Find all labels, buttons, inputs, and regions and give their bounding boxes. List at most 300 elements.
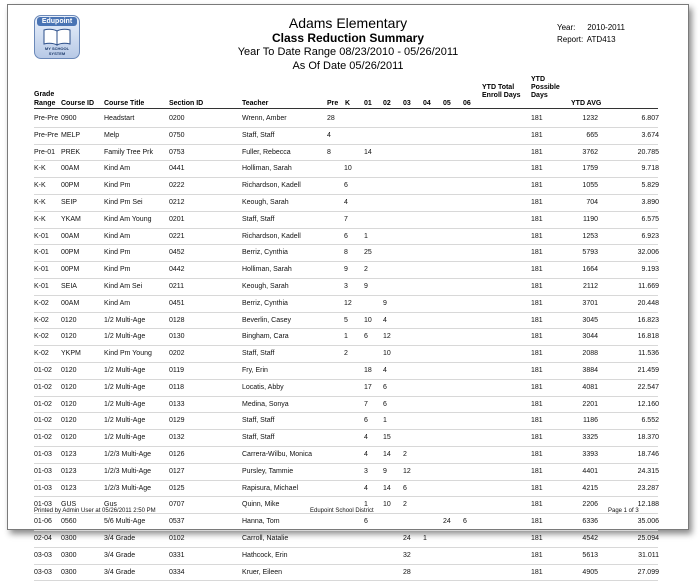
cell-section: 0441 [169, 165, 185, 173]
cell-enroll: 1055 [582, 182, 598, 190]
cell-g03: 2 [403, 450, 407, 458]
cell-teacher: Hanna, Tom [242, 518, 280, 526]
cell-possible: 181 [531, 148, 543, 156]
table-row [34, 430, 658, 447]
cell-title: 1/2/3 Multi-Age [104, 450, 152, 458]
cell-teacher: Locatis, Abby [242, 383, 284, 391]
cell-avg: 21.459 [637, 366, 659, 374]
cell-enroll: 4542 [582, 534, 598, 542]
cell-course: 0300 [61, 534, 77, 542]
cell-enroll: 1186 [582, 417, 598, 425]
cell-avg: 25.094 [637, 534, 659, 542]
cell-section: 0129 [169, 417, 185, 425]
cell-title: Kind Am [104, 232, 131, 240]
cell-avg: 16.823 [637, 316, 659, 324]
cell-k: 9 [344, 266, 348, 274]
cell-title: Kind Pm Sei [104, 198, 143, 206]
cell-g01: 14 [364, 148, 372, 156]
cell-teacher: Carrera-Wilbu, Monica [242, 450, 313, 458]
col-section-id: Section ID [169, 100, 204, 107]
cell-course: 00PM [61, 266, 80, 274]
cell-k: 6 [344, 182, 348, 190]
table-row [34, 464, 658, 481]
cell-teacher: Beverlin, Casey [242, 316, 292, 324]
cell-avg: 6.552 [641, 417, 659, 425]
cell-teacher: Bingham, Cara [242, 333, 289, 341]
cell-possible: 181 [531, 501, 543, 509]
cell-g03: 2 [403, 501, 407, 509]
cell-range: 03-03 [34, 551, 52, 559]
cell-enroll: 3325 [582, 434, 598, 442]
cell-avg: 18.746 [637, 450, 659, 458]
cell-g03: 24 [403, 534, 411, 542]
cell-g02: 15 [383, 434, 391, 442]
cell-range: K-K [34, 182, 46, 190]
cell-title: 5/6 Multi-Age [104, 518, 146, 526]
cell-avg: 20.785 [637, 148, 659, 156]
cell-title: 1/2 Multi-Age [104, 400, 146, 408]
cell-teacher: Staff, Staff [242, 131, 275, 139]
cell-g02: 6 [383, 383, 387, 391]
cell-possible: 181 [531, 232, 543, 240]
cell-possible: 181 [531, 299, 543, 307]
cell-g03: 32 [403, 551, 411, 559]
cell-enroll: 5613 [582, 551, 598, 559]
cell-avg: 12.188 [637, 501, 659, 509]
cell-g01: 18 [364, 366, 372, 374]
cell-enroll: 2112 [582, 282, 598, 290]
year-value: 2010-2011 [587, 23, 625, 32]
cell-range: Pre-Pre [34, 115, 59, 122]
cell-avg: 9.193 [641, 266, 659, 274]
cell-teacher: Pursley, Tammie [242, 467, 294, 475]
table-row [34, 229, 658, 246]
cell-k: 6 [344, 232, 348, 240]
cell-possible: 181 [531, 366, 543, 374]
cell-g01: 1 [364, 501, 368, 509]
logo-tagline: MY SCHOOL SYSTEM [44, 46, 70, 56]
cell-section: 0202 [169, 350, 185, 358]
cell-range: K-K [34, 198, 46, 206]
cell-g02: 4 [383, 316, 387, 324]
cell-g01: 6 [364, 518, 368, 526]
cell-avg: 5.829 [641, 182, 659, 190]
col-ytd-avg: YTD AVG [571, 100, 602, 107]
cell-title: Kind Am [104, 165, 131, 173]
cell-g01: 17 [364, 383, 372, 391]
cell-possible: 181 [531, 266, 543, 274]
cell-teacher: Staff, Staff [242, 434, 275, 442]
cell-enroll: 704 [586, 198, 598, 206]
cell-range: K-01 [34, 249, 49, 257]
table-row [34, 447, 658, 464]
cell-course: GUS [61, 501, 77, 509]
footer-page-number: Page 1 of 3 [608, 508, 639, 514]
cell-avg: 3.674 [641, 131, 659, 139]
cell-course: YKPM [61, 350, 81, 358]
table-row [34, 296, 658, 313]
cell-avg: 24.315 [637, 467, 659, 475]
cell-title: 3/4 Grade [104, 551, 136, 559]
cell-title: Family Tree Prk [104, 148, 154, 156]
cell-enroll: 4905 [582, 568, 598, 576]
cell-avg: 35.006 [637, 518, 659, 526]
cell-section: 0212 [169, 198, 185, 206]
table-row [34, 380, 658, 397]
cell-range: K-01 [34, 232, 49, 240]
cell-enroll: 1190 [582, 215, 598, 223]
col-grade-02: 02 [383, 100, 391, 107]
cell-teacher: Holliman, Sarah [242, 266, 292, 274]
year-label: Year: [557, 23, 576, 32]
cell-range: 02-04 [34, 534, 52, 542]
table-row [34, 145, 658, 162]
col-grade-06: 06 [463, 100, 471, 107]
cell-k: 3 [344, 282, 348, 290]
cell-enroll: 4401 [582, 467, 598, 475]
cell-range: 03-03 [34, 568, 52, 576]
cell-enroll: 3044 [582, 333, 598, 341]
cell-section: 0750 [169, 131, 185, 139]
cell-section: 0753 [169, 148, 185, 156]
col-ytd-possible-line3: Days [531, 92, 548, 99]
cell-range: K-K [34, 215, 46, 223]
col-ytd-possible-line2: Possible [531, 84, 560, 91]
cell-range: 01-03 [34, 467, 52, 475]
cell-g03: 28 [403, 568, 411, 576]
cell-avg: 16.818 [637, 333, 659, 341]
cell-title: Kind Pm Young [104, 350, 152, 358]
cell-title: Kind Pm [104, 266, 131, 274]
cell-course: 00AM [61, 165, 80, 173]
cell-g02: 10 [383, 501, 391, 509]
cell-title: 3/4 Grade [104, 534, 136, 542]
cell-title: 1/2 Multi-Age [104, 366, 146, 374]
cell-enroll: 3393 [582, 450, 598, 458]
cell-title: Headstart [104, 115, 135, 122]
cell-section: 0132 [169, 434, 185, 442]
cell-course: 00PM [61, 182, 80, 190]
cell-section: 0133 [169, 400, 185, 408]
cell-range: 01-02 [34, 417, 52, 425]
cell-g02: 9 [383, 299, 387, 307]
cell-enroll: 2088 [582, 350, 598, 358]
cell-possible: 181 [531, 165, 543, 173]
cell-avg: 11.669 [638, 282, 659, 290]
cell-g01: 6 [364, 333, 368, 341]
cell-course: 00AM [61, 299, 80, 307]
cell-enroll: 2206 [582, 501, 598, 509]
cell-enroll: 1664 [582, 266, 598, 274]
cell-avg: 6.923 [641, 232, 659, 240]
cell-range: 01-02 [34, 366, 52, 374]
table-row [34, 262, 658, 279]
cell-g01: 4 [364, 484, 368, 492]
cell-possible: 181 [531, 383, 543, 391]
cell-teacher: Richardson, Kadell [242, 232, 301, 240]
cell-teacher: Fry, Erin [242, 366, 268, 374]
cell-section: 0130 [169, 333, 185, 341]
cell-g01: 4 [364, 450, 368, 458]
cell-possible: 181 [531, 182, 543, 190]
col-course-id: Course ID [61, 100, 95, 107]
cell-pre: 8 [327, 148, 331, 156]
footer-district: Edupoint School District [310, 508, 374, 514]
cell-g02: 1 [383, 417, 387, 425]
cell-course: 0120 [61, 366, 77, 374]
report-page [7, 4, 689, 576]
cell-avg: 3.890 [641, 198, 659, 206]
cell-possible: 181 [531, 333, 543, 341]
cell-section: 0452 [169, 249, 185, 257]
cell-avg: 32.006 [637, 249, 659, 257]
cell-g03: 6 [403, 484, 407, 492]
cell-title: 1/2 Multi-Age [104, 434, 146, 442]
table-row [34, 531, 658, 548]
cell-range: K-01 [34, 282, 49, 290]
cell-possible: 181 [531, 467, 543, 475]
cell-course: SEIA [61, 282, 77, 290]
cell-possible: 181 [531, 316, 543, 324]
table-row [34, 161, 658, 178]
cell-possible: 181 [531, 534, 543, 542]
table-row [34, 313, 658, 330]
cell-possible: 181 [531, 434, 543, 442]
cell-possible: 181 [531, 215, 543, 223]
cell-teacher: Staff, Staff [242, 417, 275, 425]
cell-k: 10 [344, 165, 352, 173]
cell-k: 4 [344, 198, 348, 206]
report-value: ATD413 [586, 35, 616, 44]
cell-course: 0900 [61, 115, 77, 122]
col-grade-01: 01 [364, 100, 372, 107]
footer-printed-by: Printed by Admin User at 05/26/2011 2:50 PM [34, 508, 156, 514]
cell-teacher: Quinn, Mike [242, 501, 280, 509]
cell-range: 01-06 [34, 518, 52, 526]
school-name: Adams Elementary [288, 15, 408, 31]
cell-range: Pre-Pre [34, 131, 59, 139]
cell-teacher: Berriz, Cynthia [242, 299, 288, 307]
table-row [34, 514, 658, 531]
cell-title: 1/2 Multi-Age [104, 333, 146, 341]
cell-pre: 4 [327, 131, 331, 139]
cell-avg: 31.011 [638, 551, 659, 559]
cell-section: 0127 [169, 467, 185, 475]
header-divider [34, 108, 658, 109]
col-grade-03: 03 [403, 100, 411, 107]
cell-g06: 6 [463, 518, 467, 526]
table-row [34, 329, 658, 346]
report-info [557, 35, 616, 44]
cell-g02: 4 [383, 366, 387, 374]
cell-enroll: 3762 [582, 148, 598, 156]
cell-section: 0200 [169, 115, 185, 122]
cell-teacher: Hathcock, Erin [242, 551, 288, 559]
cell-g01: 3 [364, 467, 368, 475]
cell-g04: 1 [423, 534, 427, 542]
cell-teacher: Carroll, Natalie [242, 534, 289, 542]
cell-section: 0221 [169, 232, 185, 240]
cell-teacher: Staff, Staff [242, 350, 275, 358]
cell-range: K-02 [34, 350, 49, 358]
cell-section: 0119 [169, 366, 185, 374]
cell-teacher: Staff, Staff [242, 215, 275, 223]
cell-possible: 181 [531, 518, 543, 526]
year-info [557, 23, 625, 32]
cell-course: YKAM [61, 215, 81, 223]
cell-range: 01-03 [34, 450, 52, 458]
cell-avg: 22.547 [637, 383, 659, 391]
cell-enroll: 5793 [582, 249, 598, 257]
col-grade-range-line2: Range [34, 100, 56, 107]
cell-possible: 181 [531, 568, 543, 576]
cell-pre: 28 [327, 115, 335, 122]
cell-g01: 1 [364, 232, 368, 240]
cell-range: K-02 [34, 299, 49, 307]
table-row [34, 397, 658, 414]
cell-course: 0120 [61, 417, 77, 425]
cell-section: 0211 [169, 282, 185, 290]
logo-brand: Edupoint [37, 17, 77, 26]
cell-enroll: 3884 [582, 366, 598, 374]
table-row [34, 195, 658, 212]
cell-section: 0222 [169, 182, 185, 190]
cell-avg: 6.807 [641, 115, 659, 122]
cell-avg: 18.370 [637, 434, 659, 442]
cell-teacher: Richardson, Kadell [242, 182, 301, 190]
cell-course: SEIP [61, 198, 77, 206]
cell-teacher: Fuller, Rebecca [242, 148, 291, 156]
cell-enroll: 665 [586, 131, 598, 139]
cell-possible: 181 [531, 115, 543, 122]
cell-section: 0442 [169, 266, 185, 274]
cell-g02: 6 [383, 400, 387, 408]
cell-g05: 24 [443, 518, 451, 526]
cell-avg: 6.575 [641, 215, 659, 223]
cell-teacher: Wrenn, Amber [242, 115, 287, 122]
date-range: Year To Date Range 08/23/2010 - 05/26/2011 [237, 46, 459, 58]
table-row [34, 245, 658, 262]
report-label: Report: [557, 35, 584, 44]
col-k: K [345, 100, 351, 107]
cell-k: 8 [344, 249, 348, 257]
cell-section: 0118 [169, 383, 185, 391]
cell-section: 0128 [169, 316, 185, 324]
cell-course: 00AM [61, 232, 80, 240]
table-row [34, 363, 658, 380]
cell-course: 00PM [61, 249, 80, 257]
cell-title: 3/4 Grade [104, 568, 136, 576]
cell-course: MELP [61, 131, 81, 139]
cell-range: 01-02 [34, 434, 52, 442]
cell-teacher: Keough, Sarah [242, 198, 289, 206]
col-ytd-total-line1: YTD Total [482, 84, 515, 91]
cell-g01: 6 [364, 417, 368, 425]
cell-course: 0560 [61, 518, 77, 526]
cell-range: K-02 [34, 333, 49, 341]
cell-avg: 20.448 [637, 299, 659, 307]
cell-enroll: 4081 [582, 383, 598, 391]
cell-k: 1 [344, 333, 348, 341]
cell-section: 0707 [169, 501, 185, 509]
cell-enroll: 1759 [582, 165, 598, 173]
cell-course: 0120 [61, 434, 77, 442]
cell-title: Kind Pm [104, 249, 131, 257]
cell-g02: 10 [383, 350, 391, 358]
cell-title: Kind Am Sei [104, 282, 143, 290]
cell-possible: 181 [531, 249, 543, 257]
table-row [34, 111, 658, 128]
cell-range: 01-02 [34, 400, 52, 408]
cell-course: 0120 [61, 316, 77, 324]
cell-possible: 181 [531, 417, 543, 425]
cell-range: 01-02 [34, 383, 52, 391]
as-of-date: As Of Date 05/26/2011 [292, 60, 404, 72]
cell-g02: 9 [383, 467, 387, 475]
cell-teacher: Kruer, Eileen [242, 568, 283, 576]
cell-course: PREK [61, 148, 81, 156]
cell-enroll: 3045 [582, 316, 598, 324]
col-ytd-possible-line1: YTD [531, 76, 545, 83]
col-ytd-total-line2: Enroll Days [482, 92, 521, 99]
table-row [34, 346, 658, 363]
cell-title: 1/2/3 Multi-Age [104, 467, 152, 475]
cell-teacher: Rapisura, Michael [242, 484, 299, 492]
cell-teacher: Berriz, Cynthia [242, 249, 288, 257]
cell-range: K-01 [34, 266, 49, 274]
cell-avg: 27.099 [637, 568, 659, 576]
cell-k: 12 [344, 299, 352, 307]
cell-enroll: 2201 [582, 400, 598, 408]
cell-course: 0120 [61, 383, 77, 391]
cell-avg: 12.160 [637, 400, 659, 408]
cell-title: Kind Am Young [104, 215, 152, 223]
cell-teacher: Medina, Sonya [242, 400, 289, 408]
table-row [34, 481, 658, 498]
table-row [34, 212, 658, 229]
cell-course: 0123 [61, 467, 77, 475]
cell-avg: 9.718 [641, 165, 659, 173]
col-course-title: Course Title [104, 100, 145, 107]
cell-range: K-K [34, 165, 46, 173]
cell-course: 0120 [61, 400, 77, 408]
table-row [34, 413, 658, 430]
cell-possible: 181 [531, 484, 543, 492]
cell-possible: 181 [531, 400, 543, 408]
cell-g01: 9 [364, 282, 368, 290]
table-row [34, 279, 658, 296]
col-grade-05: 05 [443, 100, 451, 107]
cell-g02: 12 [383, 333, 391, 341]
col-grade-range-line1: Grade [34, 91, 55, 98]
cell-g01: 7 [364, 400, 368, 408]
cell-k: 7 [344, 215, 348, 223]
cell-g01: 10 [364, 316, 372, 324]
cell-g01: 25 [364, 249, 372, 257]
report-title: Class Reduction Summary [271, 31, 425, 45]
cell-range: K-02 [34, 316, 49, 324]
cell-title: Melp [104, 131, 120, 139]
cell-section: 0331 [169, 551, 185, 559]
cell-possible: 181 [531, 282, 543, 290]
cell-avg: 11.536 [638, 350, 659, 358]
cell-range: 01-03 [34, 484, 52, 492]
cell-course: 0123 [61, 450, 77, 458]
cell-g01: 2 [364, 266, 368, 274]
cell-title: 1/2 Multi-Age [104, 316, 146, 324]
cell-enroll: 1232 [582, 115, 598, 122]
cell-enroll: 4215 [582, 484, 598, 492]
